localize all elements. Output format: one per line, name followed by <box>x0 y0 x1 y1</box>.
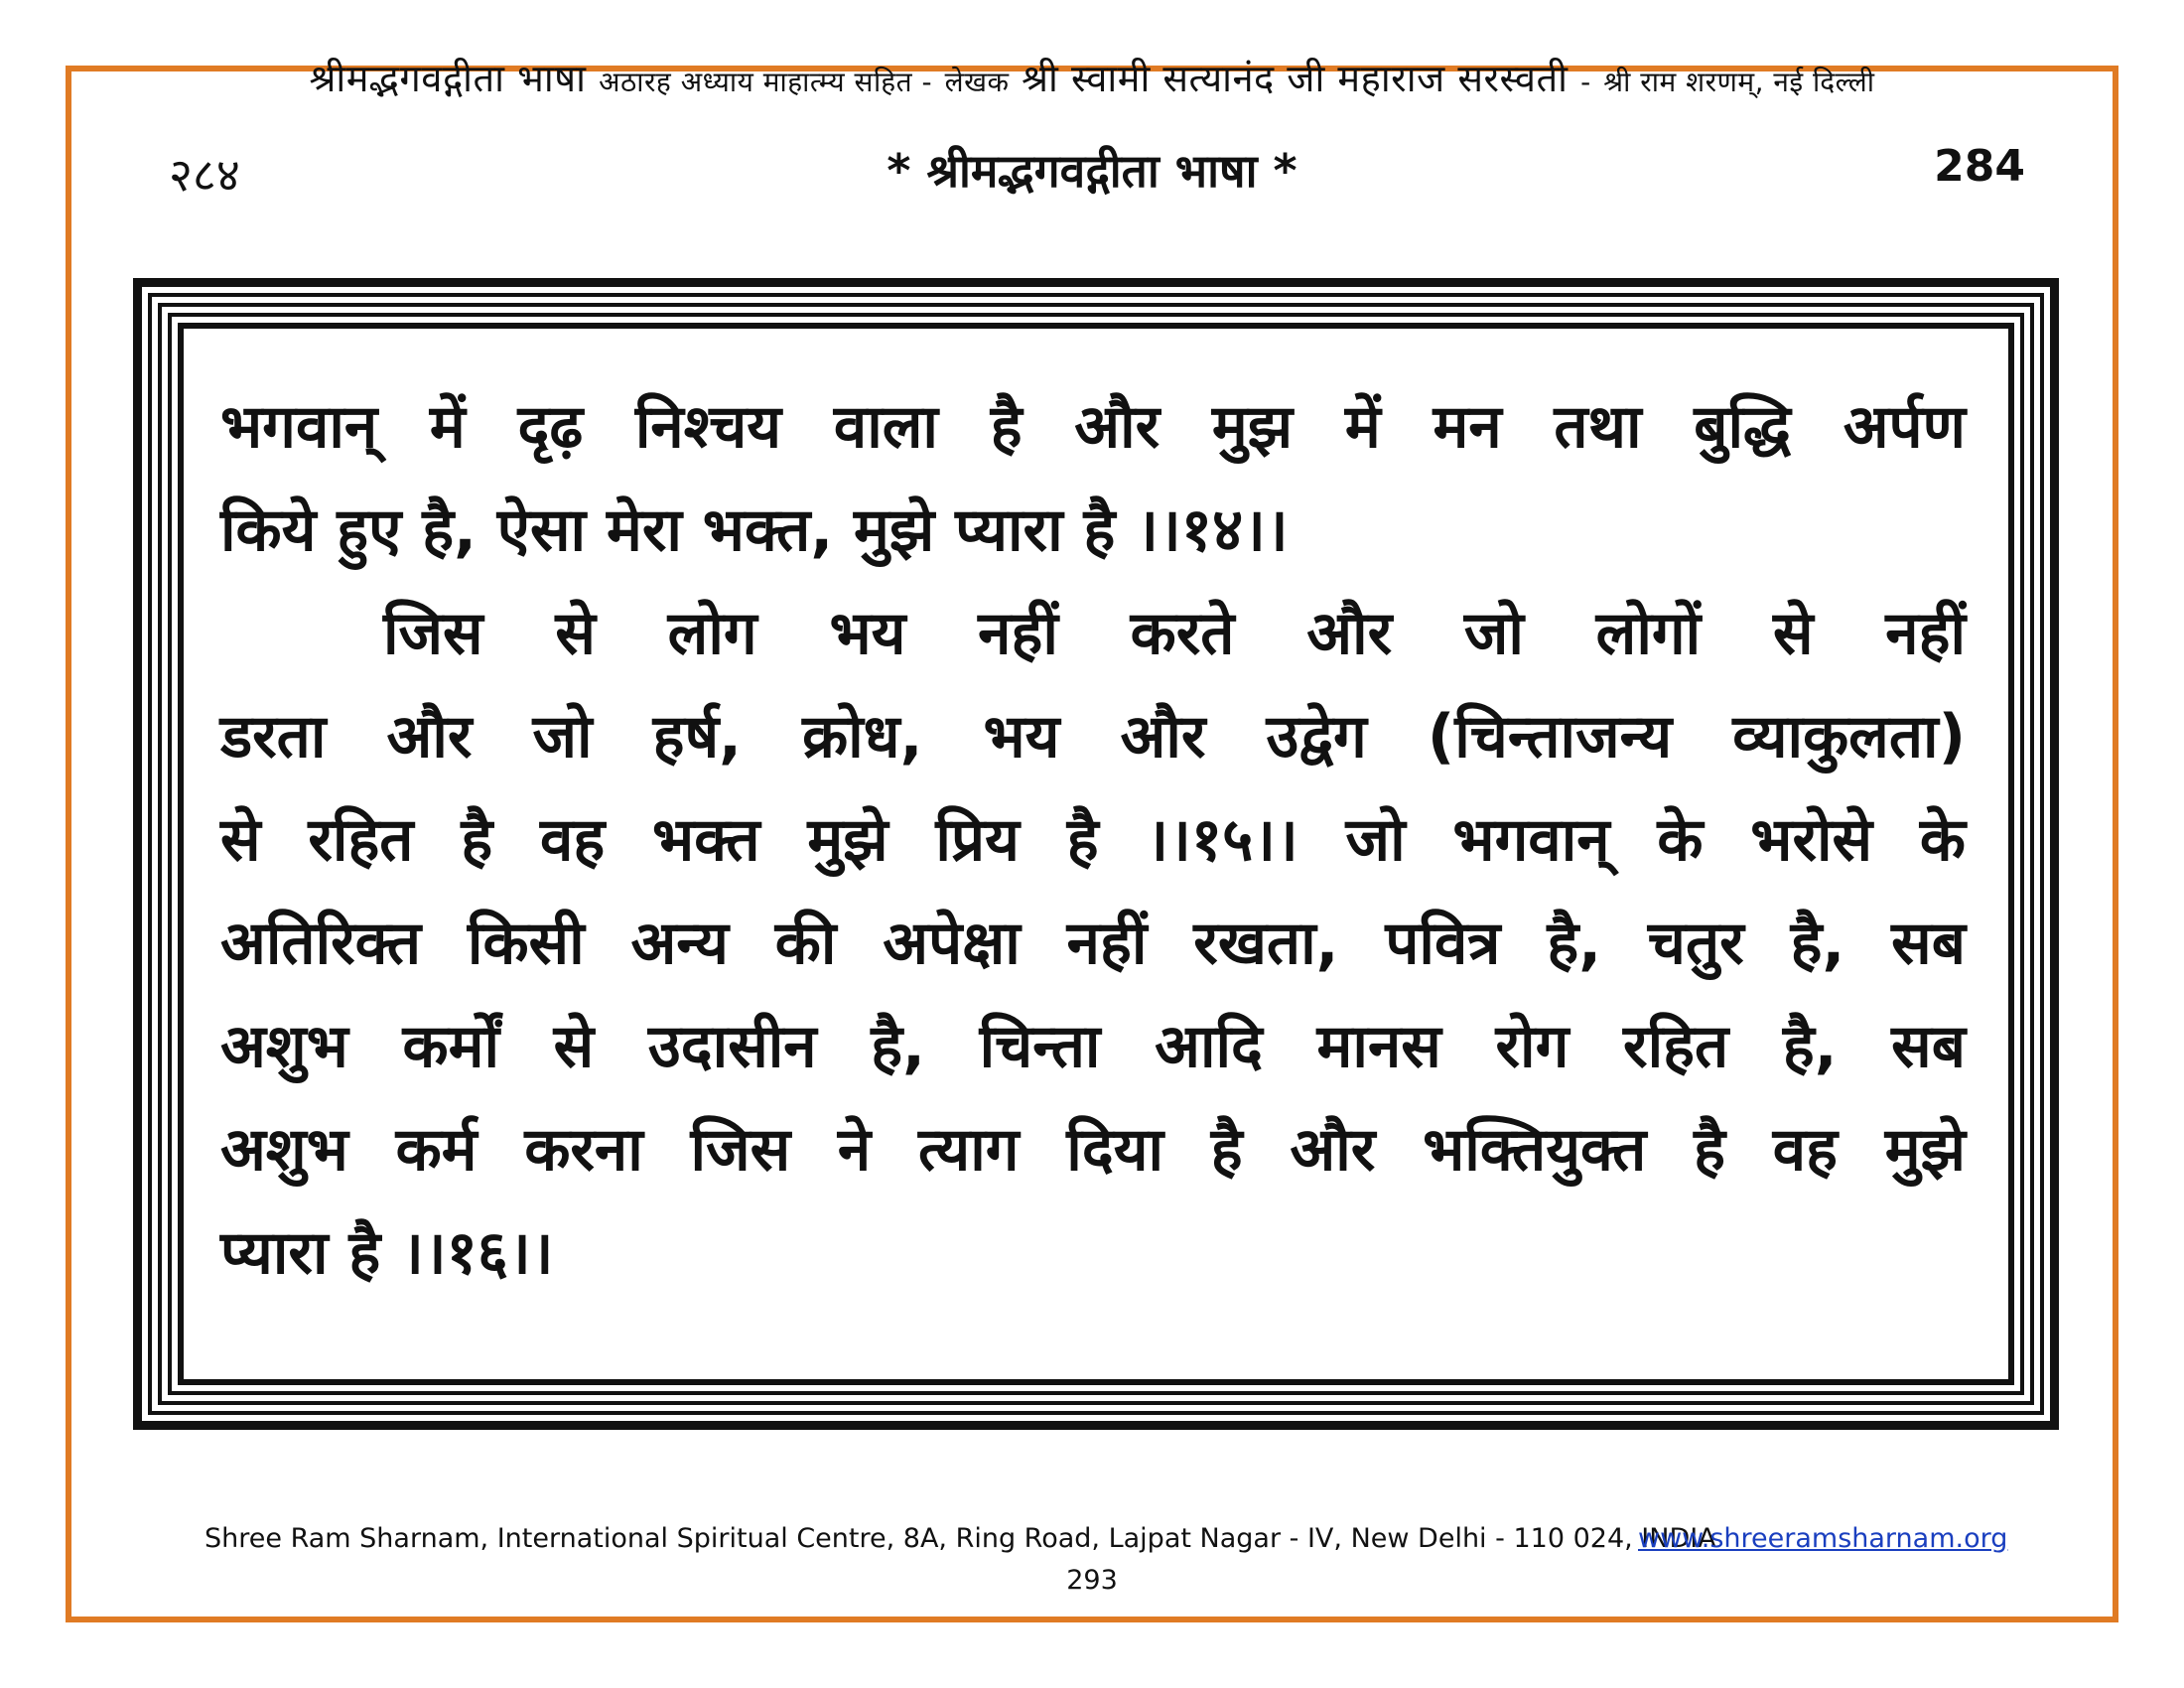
verse-line: जिस से लोग भय नहीं करते और जो लोगों से नहीं <box>383 599 1966 668</box>
verse-line: अतिरिक्त किसी अन्य की अपेक्षा नहीं रखता, पवित्र है, चतुर है, सब <box>220 909 1966 978</box>
verse-line: भगवान् में दृढ़ निश्चय वाला है और मुझ में मन तथा बुद्धि अर्पण <box>220 392 1966 462</box>
header-publisher: श्री राम शरणम्, नई दिल्ली <box>1603 66 1875 98</box>
footer-address: Shree Ram Sharnam, International Spiritual Centre, 8A, Ring Road, Lajpat Nagar - IV, New Delhi - 110 024, INDIA <box>205 1523 1716 1554</box>
verse-line: से रहित है वह भक्त मुझे प्रिय है ।।१५।। जो भगवान् के भरोसे के <box>220 805 1966 875</box>
verse-line: अशुभ कर्म करना जिस ने त्याग दिया है और भक्तियुक्त है वह मुझे <box>220 1115 1966 1185</box>
running-head <box>79 129 2105 202</box>
header-author: श्री स्वामी सत्यानंद जी महाराज सरस्वती <box>1022 57 1569 100</box>
footer-page-number: 293 <box>1066 1565 1118 1596</box>
verse-line: प्यारा है ।।१६।। <box>220 1218 554 1288</box>
verse-line: किये हुए है, ऐसा मेरा भक्त, मुझे प्यारा है ।।१४।। <box>220 495 1289 565</box>
page-number: 284 <box>1934 141 2025 192</box>
header-author-prefix: लेखक <box>944 66 1010 98</box>
document-header <box>0 52 2184 103</box>
header-title: श्रीमद्भगवद्गीता भाषा <box>309 57 587 100</box>
footer-website-link[interactable]: www.shreeramsharnam.org <box>1638 1523 2008 1554</box>
verse-line: डरता और जो हर्ष, क्रोध, भय और उद्वेग (चिन्ताजन्य व्याकुलता) <box>220 702 1966 772</box>
page-number-devanagari: २८४ <box>169 148 240 202</box>
running-head-title: * श्रीमद्भगवद्गीता भाषा * <box>887 144 1297 198</box>
verse-text <box>220 375 1966 1305</box>
header-separator: - <box>1580 66 1591 98</box>
verse-line: अशुभ कर्मों से उदासीन है, चिन्ता आदि मानस रोग रहित है, सब <box>220 1012 1966 1081</box>
header-subtitle: अठारह अध्याय माहात्म्य सहित - <box>599 66 933 98</box>
